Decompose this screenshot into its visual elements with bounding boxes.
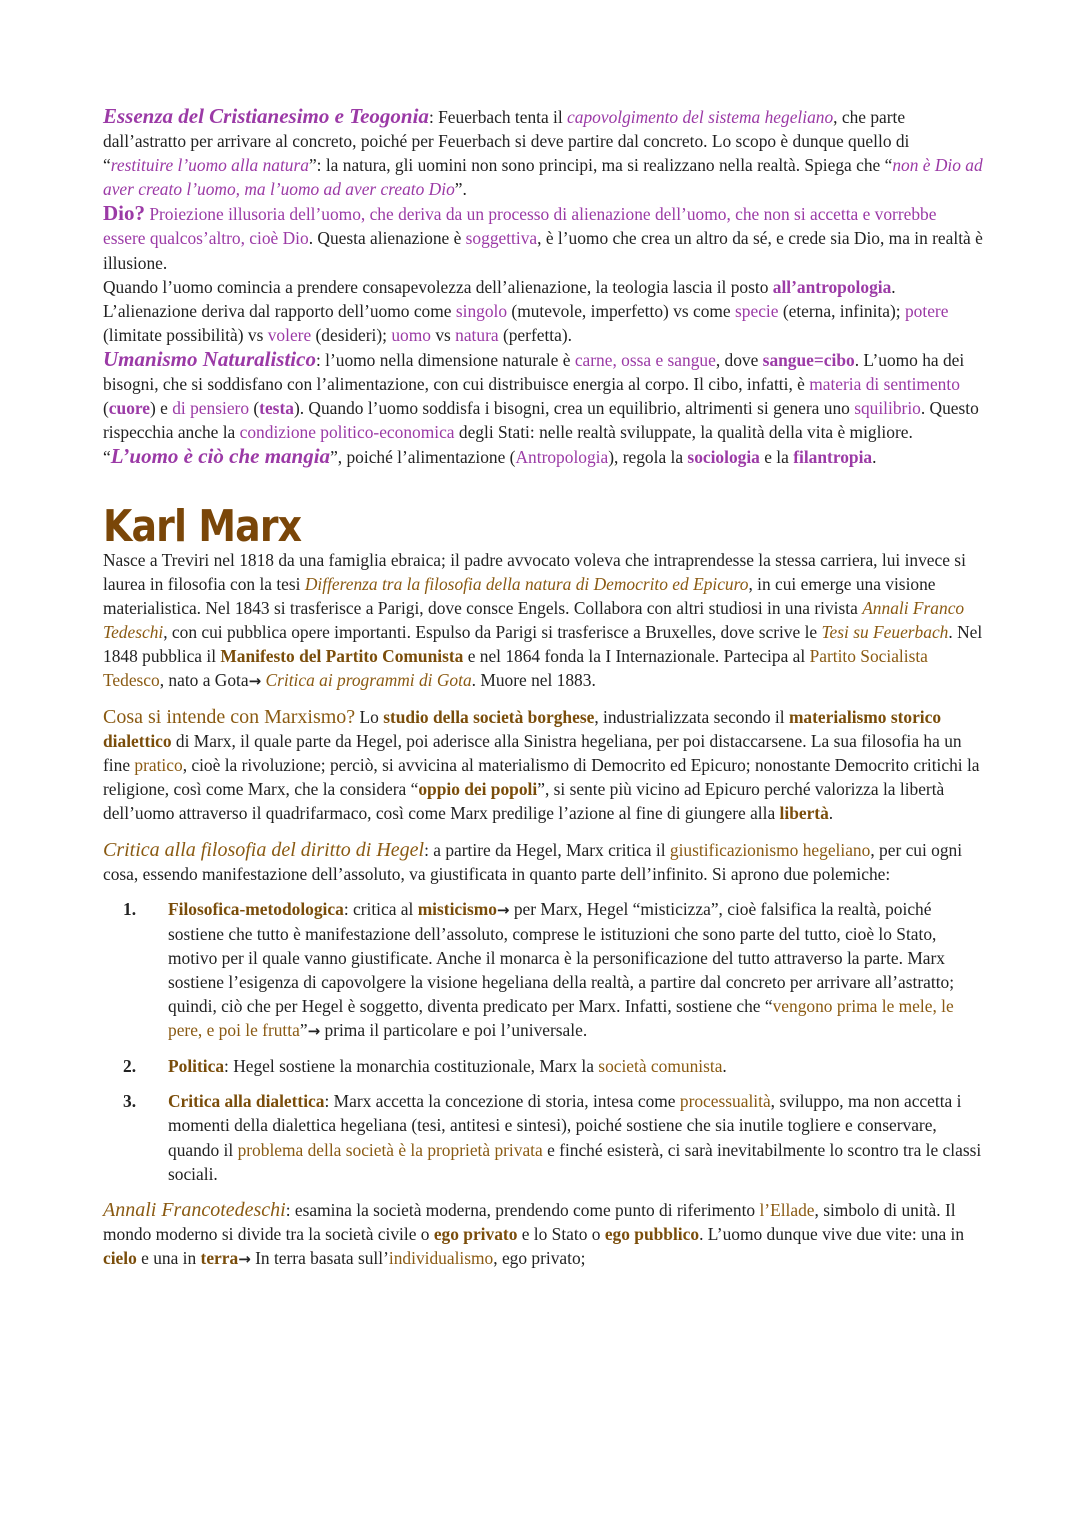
arrow-right-icon: → xyxy=(238,1249,251,1268)
paragraph-essenza-cristianesimo: Essenza del Cristianesimo e Teogonia: Feuerbach tenta il capovolgimento del sistema hegeliano, che parte dall’astratto per arrivare al concreto, poiché per Feuerbach si deve partire dal concreto. Lo scopo è dunque quello di “restituire l’uomo alla natura”: la natura, gli uomini non sono principi, ma si realizzano nella realtà. Spiega che “non è Dio ad aver creato l’uomo, ma l’uomo ad aver creato Dio”. xyxy=(103,104,983,200)
paragraph-marxismo: Cosa si intende con Marxismo? Lo studio della società borghese, industrializzata secondo il materialismo storico dialettico di Marx, il quale parte da Hegel, poi aderisce alla Sinistra hegeliana, per poi distaccarsene. La sua filosofia ha un fine pratico, cioè la rivoluzione; perciò, si avvicina al materialismo di Democrito ed Epicuro; nonostante Democrito critichi la religione, così come Marx, che la considera “oppio dei popoli”, si sente più vicino ad Epicuro perché valorizza la libertà dell’uomo attraverso il quadrifarmaco, così come Marx predilige l’azione al fine di giungere alla libertà. xyxy=(103,706,980,824)
arrow-right-icon: → xyxy=(307,1022,321,1041)
paragraph-biografia: Nasce a Treviri nel 1818 da una famiglia ebraica; il padre avvocato voleva che intraprendesse la stessa carriera, lui invece si laurea in filosofia con la tesi Differenza tra la filosofia della natura di Democrito ed Epicuro, in cui emerge una visione materialistica. Nel 1843 si trasferisce a Parigi, dove consce Engels. Collabora con altri studiosi in una rivista Annali Franco Tedeschi, con cui pubblica opere importanti. Espulso da Parigi si trasferisce a Bruxelles, dove scrive le Tesi su Feuerbach. Nel 1848 pubblica il Manifesto del Partito Comunista e nel 1864 fonda la I Internazionale. Partecipa al Partito Socialista Tedesco, nato a Gota→ Critica ai programmi di Gota. Muore nel 1883. xyxy=(103,549,983,690)
list-item: 3. Critica alla dialettica: Marx accetta la concezione di storia, intesa come processualità, sviluppo, ma non accetta i momenti della dialettica hegeliana (tesi, antitesi e sintesi), poiché sostiene che sia inutile togliere e conservare, quando il problema della società è la proprietà privata e finché esisterà, ci sarà inevitabilmente lo scontro tra le classi sociali. xyxy=(123,1091,982,1184)
quote-uomo-mangia: L’uomo è ciò che mangia xyxy=(110,444,331,469)
paragraph-critica-diritto-hegel: Critica alla filosofia del diritto di Hegel: a partire da Hegel, Marx critica il giustificazionismo hegeliano, per cui ogni cosa, essendo manifestazione dell’assoluto, va giustificata in quanto parte dell’infinito. Si aprono due polemiche: xyxy=(103,838,963,884)
list-item: 1. Filosofica-metodologica: critica al misticismo→ per Marx, Hegel “misticizza”, cioè falsifica la realtà, poiché sostiene che tutto è manifestazione dell’assoluto, comprese le istituzioni che sono parte del tutto, cioè lo Stato, motivo per il quale vanno giustificate. Anche il monarca è la personificazione del tutto attraverso la parte. Marx sostiene l’esigenza di capovolgere la visione hegeliana della realtà, a partire dal concreto per arrivare all’astratto; quindi, ciò che per Hegel è soggetto, diventa predicato per Marx. Infatti, sostiene che “vengono prima le mele, le pere, e poi le frutta”→ prima il particolare e poi l’universale. xyxy=(123,898,955,1041)
term-annali-francotedeschi: Annali Francotedeschi xyxy=(103,1198,286,1221)
term-dio: Dio? xyxy=(103,201,145,226)
arrow-right-icon: → xyxy=(248,671,262,690)
paragraph-antropologia: Quando l’uomo comincia a prendere consapevolezza dell’alienazione, la teologia lascia il posto all’antropologia. L’alienazione deriva dal rapporto dell’uomo come singolo (mutevole, imperfetto) vs come specie (eterna, infinita); potere (limitate possibilità) vs volere (desideri); uomo vs natura (perfetta). xyxy=(103,276,949,345)
paragraph-annali-francotedeschi: Annali Francotedeschi: esamina la società moderna, prendendo come punto di riferimento l’Ellade, simbolo di unità. Il mondo moderno si divide tra la società civile o ego privato e lo Stato o ego pubblico. L’uomo dunque vive due vite: una in cielo e una in terra→ In terra basata sull’individualismo, ego privato; xyxy=(103,1198,965,1268)
arrow-right-icon: → xyxy=(496,900,510,919)
term-critica-diritto-hegel: Critica alla filosofia del diritto di Hegel xyxy=(103,838,425,861)
polemiche-list xyxy=(103,897,983,1186)
section-heading-karl-marx: Karl Marx xyxy=(103,501,302,553)
term-essenza-cristianesimo: Essenza del Cristianesimo e Teogonia xyxy=(103,104,429,128)
document-page xyxy=(103,104,983,1271)
term-marxismo: Cosa si intende con Marxismo? xyxy=(103,706,356,729)
paragraph-umanismo-naturalistico: Umanismo Naturalistico: l’uomo nella dimensione naturale è carne, ossa e sangue, dove sangue=cibo. L’uomo ha dei bisogni, che si soddisfano con l’alimentazione, con cui distribuisce energia al corpo. Il cibo, infatti, è materia di sentimento (cuore) e di pensiero (testa). Quando l’uomo soddisfa i bisogni, crea un equilibrio, altrimenti si genera uno squilibrio. Questo rispecchia anche la condizione politico-economica degli Stati: nelle realtà sviluppate, la qualità della vita è migliore. “L’uomo è ciò che mangia”, poiché l’alimentazione (Antropologia), regola la sociologia e la filantropia. xyxy=(103,346,979,469)
list-item: 2. Politica: Hegel sostiene la monarchia costituzionale, Marx la società comunista. xyxy=(123,1056,727,1077)
term-umanismo-naturalistico: Umanismo Naturalistico xyxy=(103,346,316,371)
paragraph-dio: Dio? Proiezione illusoria dell’uomo, che deriva da un processo di alienazione dell’uomo, che non si accetta e vorrebbe essere qualcos’altro, cioè Dio. Questa alienazione è soggettiva, è l’uomo che crea un altro da sé, e crede sia Dio, ma in realtà è illusione. xyxy=(103,201,983,273)
